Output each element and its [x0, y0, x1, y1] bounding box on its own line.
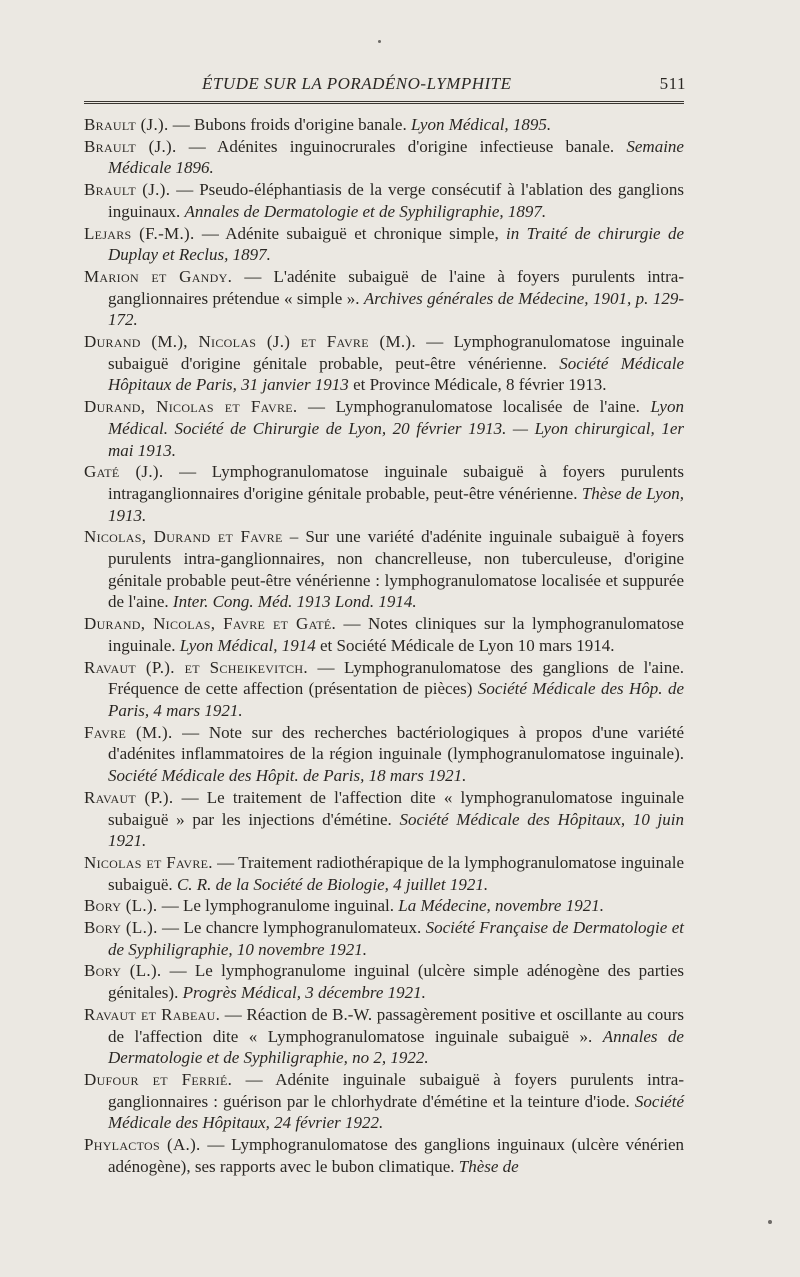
ink-speck [768, 1220, 772, 1224]
entry-text: — Notes cliniques sur la lymphogranulomatose inguinale. [108, 614, 684, 655]
entry-author: Phylactos (A.). [84, 1135, 201, 1155]
entry-source: Lyon Médical, 1895. [410, 115, 552, 134]
bibliography-entry [84, 613, 684, 656]
entry-author: Durand, Nicolas, Favre et Gaté. [84, 614, 337, 634]
bibliography-entry [84, 852, 684, 895]
running-header [84, 72, 684, 98]
running-title: ÉTUDE SUR LA PORADÉNO-LYMPHITE [202, 74, 512, 93]
bibliography-entry [84, 1069, 684, 1134]
bibliography-entry [84, 266, 684, 331]
entry-source: Société Médicale des Hôp. de Paris, 4 mars 1921. [108, 679, 685, 720]
entry-source: Lyon Médical. Société de Chirurgie de Lyon, 20 février 1913. — Lyon chirurgical, 1er mai 1913. [108, 397, 684, 460]
entry-author: Bory (L.). [84, 918, 158, 938]
entry-text: — Le chancre lymphogranulomateux. [157, 918, 426, 938]
entry-text: – Sur une variété d'adénite inguinale subaiguë à foyers purulents intra-ganglionnaires, non chancrelleuse, non tuberculeuse, d'origine génitale probable peut-être vénérienne : lymphogranulomatose localisée et suppurée de l'aine. [108, 527, 684, 612]
bibliography-entry [84, 787, 684, 852]
entry-source: Archives générales de Médecine, 1901, p. 129-172. [108, 288, 684, 330]
entry-text: — Le lymphogranulome inguinal. [157, 896, 399, 916]
entry-text: — Lymphogranulomatose inguinale subaiguë d'origine génitale probable, peut-être vénérienne. [108, 332, 685, 373]
entry-author: Brault (J.). [84, 136, 177, 156]
entry-author: Nicolas et Favre. [84, 852, 213, 872]
entry-source: Thèse de Lyon, 1913. [108, 483, 685, 525]
entry-source: Inter. Cong. Méd. 1913 Lond. 1914. [172, 592, 417, 612]
entry-author: Ravaut (P.). [84, 787, 174, 807]
entry-author: Bory (L.). [84, 961, 162, 981]
entry-author: Ravaut (P.). et Scheikevitch. [84, 657, 308, 677]
entry-source: Société Médicale Hôpitaux de Paris, 31 janvier 1913 [108, 353, 685, 395]
bibliography-entry [84, 114, 684, 136]
bibliography-entry [84, 461, 684, 526]
entry-text: — Réaction de B.-W. passagèrement positive et oscillante au cours de l'affection dite « Lymphogranulomatose inguinale subaiguë ». [108, 1004, 684, 1046]
bibliography-entry [84, 223, 684, 266]
entry-source: Société Médicale des Hôpitaux, 10 juin 1921. [108, 809, 684, 851]
entry-text: — Lymphogranulomatose inguinale subaiguë à foyers purulents intraganglionnaires d'origine génitale probable, peut-être vénérienne. [108, 462, 684, 503]
entry-text: — Adénite inguinale subaiguë à foyers purulents intra-ganglionnaires : guérison par le chlorhydrate d'émétine et la teinture d'iode. [108, 1069, 684, 1111]
entry-author: Marion et Gandy. [84, 266, 233, 286]
bibliography-entry [84, 657, 684, 722]
entry-text: — Pseudo-éléphantiasis de la verge consécutif à l'ablation des ganglions inguinaux. [108, 180, 684, 221]
bibliography-entry [84, 960, 684, 1003]
entry-author: Bory (L.). [84, 896, 158, 916]
entry-text: — Adénites inguinocrurales d'origine infectieuse banale. [176, 136, 627, 156]
entry-author: Dufour et Ferrié. [84, 1069, 233, 1089]
entry-author: Durand (M.), Nicolas (J.) et Favre (M.). [84, 332, 416, 352]
entry-source: Lyon Médical, 1914 [179, 635, 316, 655]
entry-source: Annales de Dermatologie et de Syphiligraphie, 1897. [184, 201, 547, 221]
header-rule [84, 101, 684, 104]
entry-text: — Bubons froids d'origine banale. [168, 115, 411, 134]
entry-text: — Le lymphogranulome inguinal (ulcère simple adénogène des parties génitales). [108, 961, 684, 1003]
entry-source: Thèse de [458, 1156, 519, 1176]
entry-text: — Traitement radiothérapique de la lymphogranulomatose inguinale subaiguë. [108, 852, 685, 894]
entry-text: — Adénite subaiguë et chronique simple, [194, 223, 507, 243]
entry-source: Semaine Médicale 1896. [108, 136, 684, 178]
entry-author: Ravaut et Rabeau. [84, 1004, 221, 1024]
entry-text: — Lymphogranulomatose des ganglions inguinaux (ulcère vénérien adénogène), ses rapports avec le bubon climatique. [108, 1135, 685, 1176]
entry-source: Société Médicale des Hôpit. de Paris, 18 mars 1921. [108, 766, 467, 786]
entry-source: Société Médicale des Hôpitaux, 24 février 1922. [108, 1091, 684, 1133]
entry-text: — Lymphogranulomatose localisée de l'aine. [297, 397, 651, 417]
entry-text: — Lymphogranulomatose des ganglions de l'aine. Fréquence de cette affection (présentation de pièces) [108, 657, 684, 699]
bibliography-entry [84, 526, 684, 613]
entry-source: Progrès Médical, 3 décembre 1921. [182, 983, 426, 1003]
bibliography-entry [84, 722, 684, 787]
page-number: 511 [659, 74, 686, 93]
entry-text: — Le traitement de l'affection dite « lymphogranulomatose inguinale subaiguë » par les injections d'émétine. [108, 787, 684, 829]
entry-source: Annales de Dermatologie et de Syphiligraphie, no 2, 1922. [108, 1026, 684, 1068]
bibliography-entry [84, 136, 684, 179]
ink-speck [378, 40, 381, 43]
bibliography-entry [84, 1004, 684, 1069]
bibliography-entry [84, 1134, 684, 1177]
entry-author: Durand, Nicolas et Favre. [84, 397, 298, 417]
entry-text: — L'adénite subaiguë de l'aine à foyers purulents intra-ganglionnaires prétendue « simple ». [108, 266, 685, 308]
entry-tail: et Société Médicale de Lyon 10 mars 1914. [315, 635, 615, 655]
bibliography-entry [84, 917, 684, 960]
entry-author: Lejars (F.-M.). [84, 223, 195, 243]
entry-source: Société Française de Dermatologie et de Syphiligraphie, 10 novembre 1921. [108, 918, 684, 959]
entry-author: Gaté (J.). [84, 462, 164, 482]
bibliography-entry [84, 396, 684, 461]
bibliography-list [84, 114, 684, 1177]
entry-author: Favre (M.). [84, 722, 173, 742]
entry-author: Nicolas, Durand et Favre [84, 527, 283, 547]
entry-source: in Traité de chirurgie de Duplay et Reclus, 1897. [108, 223, 684, 265]
entry-author: Brault (J.). [84, 115, 169, 134]
entry-author: Brault (J.). [84, 180, 171, 200]
bibliography-entry [84, 895, 684, 917]
entry-tail: et Province Médicale, 8 février 1913. [348, 375, 607, 395]
entry-text: — Note sur des recherches bactériologiques à propos d'une variété d'adénites inflammatoires de la région inguinale (lymphogranulomatose inguinale). [108, 722, 684, 764]
bibliography-entry [84, 331, 684, 396]
bibliography-entry [84, 179, 684, 222]
entry-source: C. R. de la Société de Biologie, 4 juillet 1921. [176, 874, 489, 894]
entry-source: La Médecine, novembre 1921. [398, 896, 604, 916]
